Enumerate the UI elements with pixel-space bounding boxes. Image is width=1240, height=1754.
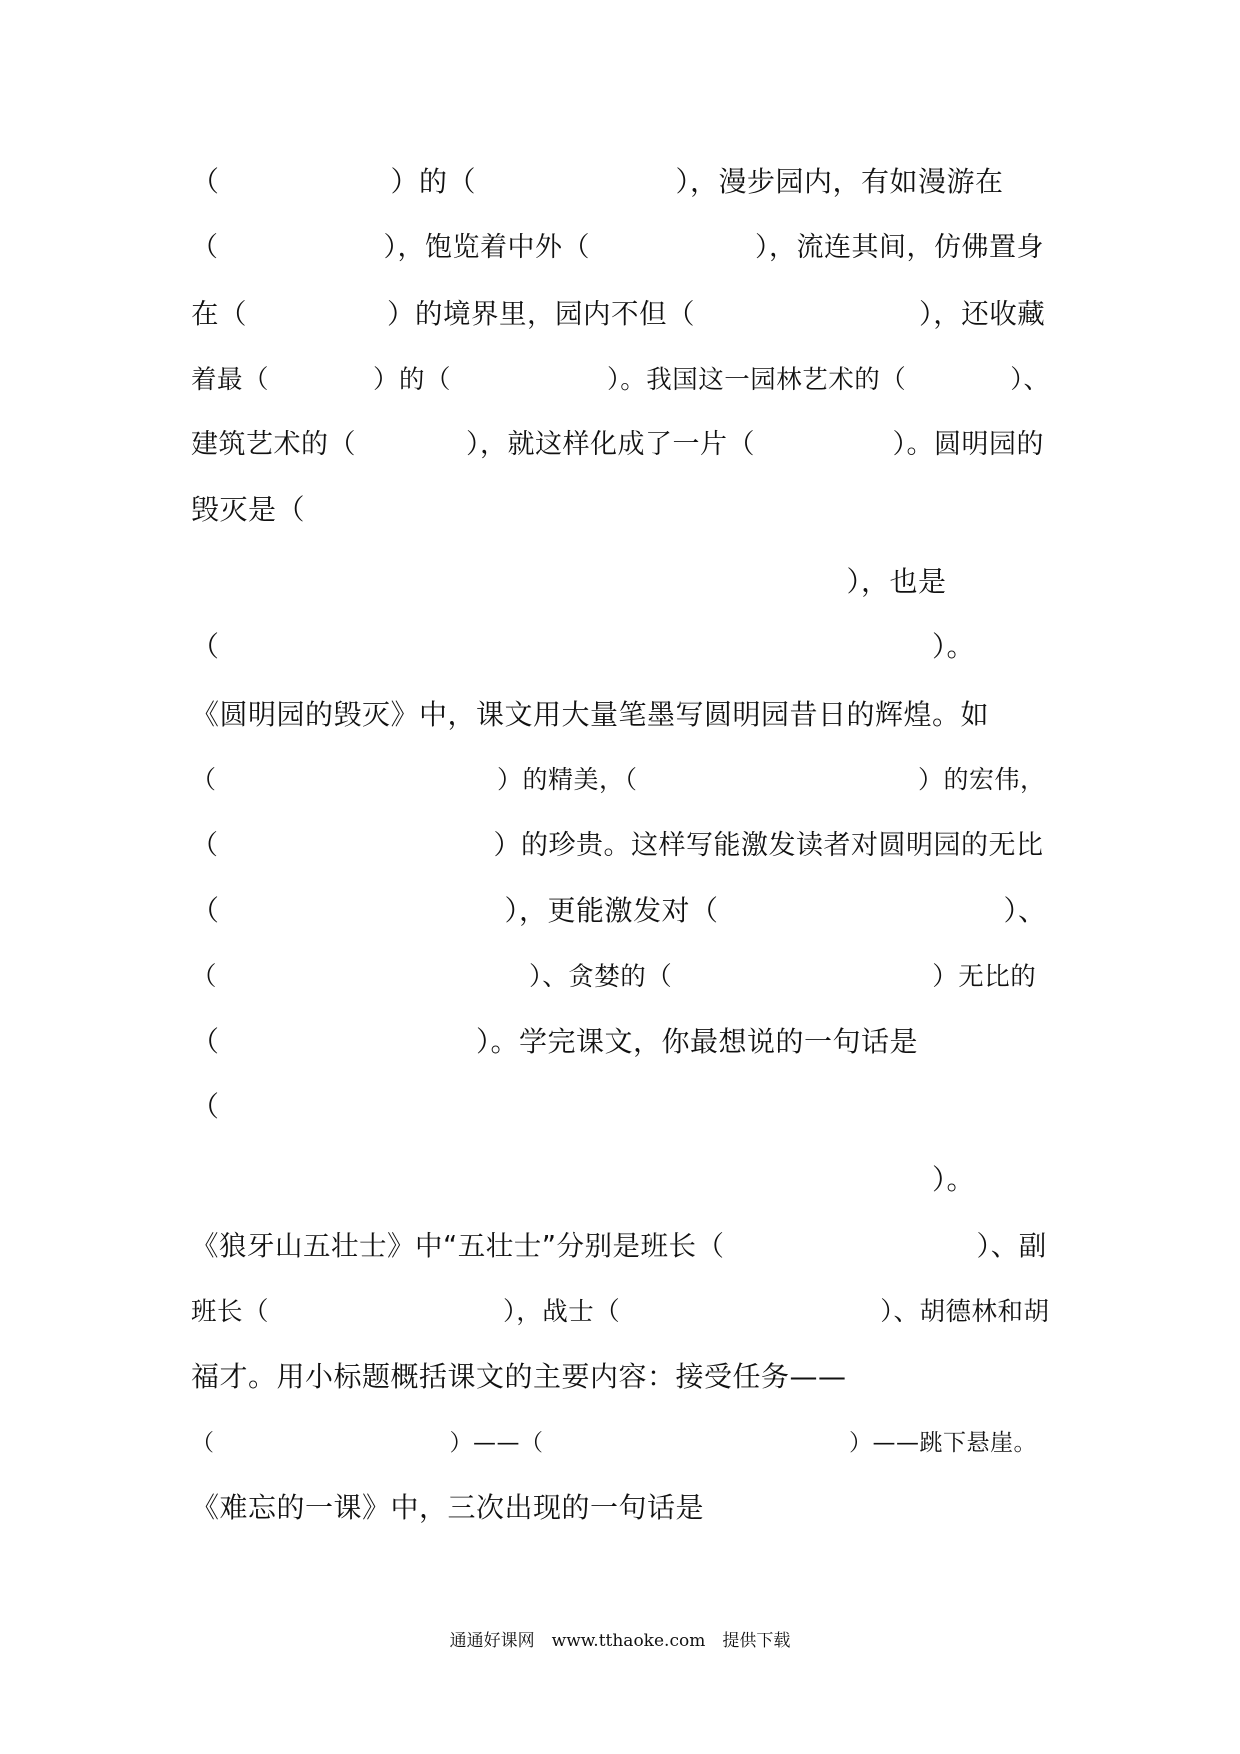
text-line-9: 《圆明园的毁灭》中，课文用大量笔墨写圆明园昔日的辉煌。如 — [191, 698, 990, 731]
text-line-7: ），也是 — [191, 565, 947, 598]
text-line-6: 毁灭是（ — [191, 493, 306, 526]
page-footer: 通通好课网 www.tthaoke.com 提供下载 — [449, 1631, 791, 1651]
text-line-1: （ ）的（ ），漫步园内，有如漫游在 — [191, 165, 1004, 198]
text-line-5: 建筑艺术的（ ），就这样化成了一片（ ）。圆明园的 — [191, 429, 1044, 460]
text-line-20: （ ）——（ ）——跳下悬崖。 — [191, 1430, 1037, 1456]
text-line-3: 在（ ）的境界里，园内不但（ ），还收藏 — [191, 298, 1046, 330]
text-line-19: 福才。用小标题概括课文的主要内容：接受任务—— — [191, 1360, 847, 1393]
text-line-21: 《难忘的一课》中，三次出现的一句话是 — [191, 1491, 705, 1524]
text-line-16: ）。 — [191, 1163, 976, 1196]
text-line-2: （ ），饱览着中外（ ），流连其间，仿佛置身 — [191, 232, 1044, 263]
text-line-15: （ — [191, 1090, 220, 1123]
text-line-8: （ ）。 — [191, 630, 976, 663]
text-line-4: 着最（ ）的（ ）。我国这一园林艺术的（ ）、 — [191, 365, 1050, 395]
text-line-14: （ ）。学完课文，你最想说的一句话是 — [191, 1025, 919, 1058]
text-line-18: 班长（ ），战士（ ）、胡德林和胡 — [191, 1297, 1050, 1327]
text-line-12: （ ），更能激发对（ ）、 — [191, 894, 1047, 927]
text-line-13: （ ）、贪婪的（ ）无比的 — [191, 962, 1037, 992]
text-line-17: 《狼牙山五壮士》中“五壮士”分别是班长（ ）、副 — [191, 1230, 1047, 1262]
text-line-11: （ ）的珍贵。这样写能激发读者对圆明园的无比 — [191, 830, 1044, 861]
text-line-10: （ ）的精美，（ ）的宏伟， — [191, 765, 1046, 794]
